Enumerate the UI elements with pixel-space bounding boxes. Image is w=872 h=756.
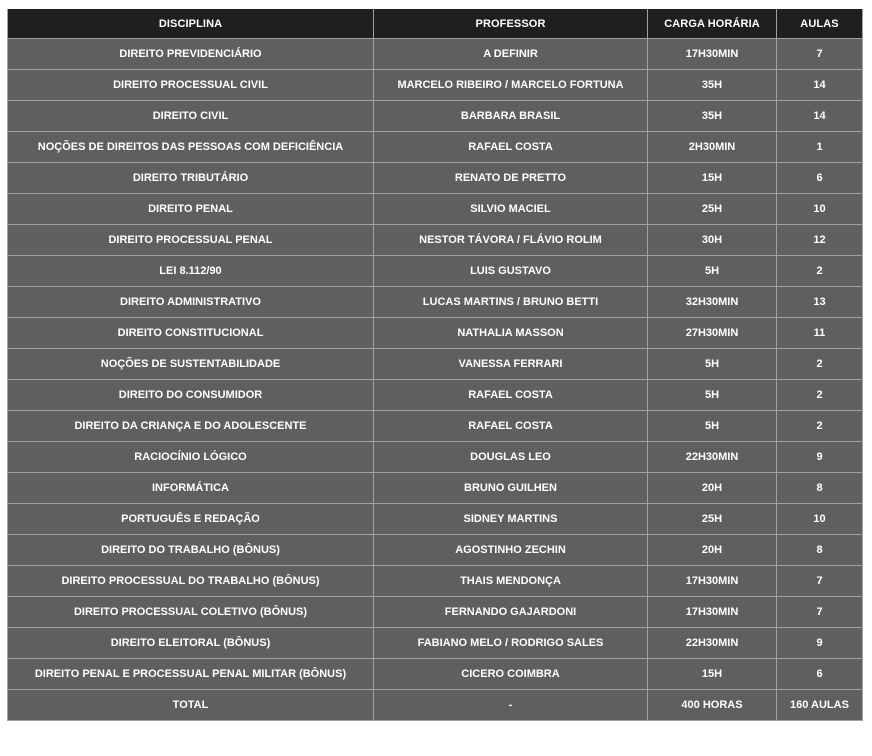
cell-carga-horaria: 17H30MIN bbox=[648, 597, 777, 628]
cell-aulas: 11 bbox=[777, 318, 863, 349]
cell-carga-horaria: 5H bbox=[648, 256, 777, 287]
cell-professor: NATHALIA MASSON bbox=[374, 318, 648, 349]
cell-disciplina: RACIOCÍNIO LÓGICO bbox=[8, 442, 374, 473]
table-row bbox=[8, 70, 863, 101]
table-row bbox=[8, 225, 863, 256]
cell-professor: CICERO COIMBRA bbox=[374, 659, 648, 690]
cell-aulas: 12 bbox=[777, 225, 863, 256]
cell-disciplina: INFORMÁTICA bbox=[8, 473, 374, 504]
table-row bbox=[8, 101, 863, 132]
table-row bbox=[8, 628, 863, 659]
cell-aulas: 13 bbox=[777, 287, 863, 318]
cell-disciplina: DIREITO ADMINISTRATIVO bbox=[8, 287, 374, 318]
cell-professor: LUCAS MARTINS / BRUNO BETTI bbox=[374, 287, 648, 318]
cell-carga-horaria: 22H30MIN bbox=[648, 628, 777, 659]
cell-professor: SILVIO MACIEL bbox=[374, 194, 648, 225]
cell-professor: RENATO DE PRETTO bbox=[374, 163, 648, 194]
total-row bbox=[8, 690, 863, 721]
cell-disciplina: DIREITO DA CRIANÇA E DO ADOLESCENTE bbox=[8, 411, 374, 442]
cell-professor: AGOSTINHO ZECHIN bbox=[374, 535, 648, 566]
table-row bbox=[8, 659, 863, 690]
cell-carga-horaria: 22H30MIN bbox=[648, 442, 777, 473]
table-row bbox=[8, 256, 863, 287]
cell-carga-horaria: 25H bbox=[648, 194, 777, 225]
cell-professor: RAFAEL COSTA bbox=[374, 380, 648, 411]
table-row bbox=[8, 411, 863, 442]
table-row bbox=[8, 349, 863, 380]
header-carga-horaria: CARGA HORÁRIA bbox=[648, 9, 777, 39]
cell-disciplina: DIREITO ELEITORAL (BÔNUS) bbox=[8, 628, 374, 659]
cell-carga-horaria: 20H bbox=[648, 535, 777, 566]
cell-professor: A DEFINIR bbox=[374, 39, 648, 70]
cell-carga-horaria: 17H30MIN bbox=[648, 566, 777, 597]
cell-professor: LUIS GUSTAVO bbox=[374, 256, 648, 287]
cell-carga-horaria: 20H bbox=[648, 473, 777, 504]
cell-aulas: 14 bbox=[777, 101, 863, 132]
cell-carga-horaria: 2H30MIN bbox=[648, 132, 777, 163]
table-row bbox=[8, 194, 863, 225]
schedule-table bbox=[7, 9, 863, 721]
cell-disciplina: NOÇÕES DE SUSTENTABILIDADE bbox=[8, 349, 374, 380]
table-row bbox=[8, 473, 863, 504]
table-row bbox=[8, 535, 863, 566]
cell-carga-horaria: 35H bbox=[648, 101, 777, 132]
table-row bbox=[8, 566, 863, 597]
cell-professor: RAFAEL COSTA bbox=[374, 411, 648, 442]
table-row bbox=[8, 163, 863, 194]
cell-professor: DOUGLAS LEO bbox=[374, 442, 648, 473]
cell-aulas: 7 bbox=[777, 39, 863, 70]
cell-disciplina: DIREITO DO TRABALHO (BÔNUS) bbox=[8, 535, 374, 566]
cell-carga-horaria: 30H bbox=[648, 225, 777, 256]
cell-aulas: 14 bbox=[777, 70, 863, 101]
cell-aulas: 6 bbox=[777, 163, 863, 194]
cell-aulas: 7 bbox=[777, 597, 863, 628]
cell-disciplina: DIREITO PENAL E PROCESSUAL PENAL MILITAR (BÔNUS) bbox=[8, 659, 374, 690]
cell-aulas: 2 bbox=[777, 256, 863, 287]
cell-aulas: 2 bbox=[777, 349, 863, 380]
table-row bbox=[8, 380, 863, 411]
cell-professor: NESTOR TÁVORA / FLÁVIO ROLIM bbox=[374, 225, 648, 256]
cell-disciplina: DIREITO PENAL bbox=[8, 194, 374, 225]
cell-aulas: 9 bbox=[777, 442, 863, 473]
cell-disciplina: DIREITO PROCESSUAL COLETIVO (BÔNUS) bbox=[8, 597, 374, 628]
cell-carga-horaria: 5H bbox=[648, 380, 777, 411]
header-disciplina: DISCIPLINA bbox=[8, 9, 374, 39]
table-row bbox=[8, 318, 863, 349]
cell-disciplina: DIREITO DO CONSUMIDOR bbox=[8, 380, 374, 411]
cell-aulas: 10 bbox=[777, 504, 863, 535]
cell-professor: BRUNO GUILHEN bbox=[374, 473, 648, 504]
cell-carga-horaria: 15H bbox=[648, 659, 777, 690]
cell-professor: VANESSA FERRARI bbox=[374, 349, 648, 380]
table-row bbox=[8, 287, 863, 318]
cell-carga-horaria: 5H bbox=[648, 349, 777, 380]
cell-aulas: 9 bbox=[777, 628, 863, 659]
cell-carga-horaria: 25H bbox=[648, 504, 777, 535]
cell-disciplina: DIREITO CIVIL bbox=[8, 101, 374, 132]
cell-disciplina: DIREITO TRIBUTÁRIO bbox=[8, 163, 374, 194]
cell-professor: MARCELO RIBEIRO / MARCELO FORTUNA bbox=[374, 70, 648, 101]
header-professor: PROFESSOR bbox=[374, 9, 648, 39]
cell-aulas: 2 bbox=[777, 411, 863, 442]
table-header bbox=[8, 9, 863, 39]
cell-disciplina: DIREITO PROCESSUAL CIVIL bbox=[8, 70, 374, 101]
cell-aulas: 7 bbox=[777, 566, 863, 597]
cell-carga-horaria: 35H bbox=[648, 70, 777, 101]
cell-disciplina: DIREITO PROCESSUAL PENAL bbox=[8, 225, 374, 256]
cell-professor: FABIANO MELO / RODRIGO SALES bbox=[374, 628, 648, 659]
cell-aulas: 8 bbox=[777, 535, 863, 566]
cell-disciplina: DIREITO PROCESSUAL DO TRABALHO (BÔNUS) bbox=[8, 566, 374, 597]
total-cell-carga-horaria: 400 HORAS bbox=[648, 690, 777, 721]
cell-disciplina: LEI 8.112/90 bbox=[8, 256, 374, 287]
cell-carga-horaria: 5H bbox=[648, 411, 777, 442]
cell-professor: FERNANDO GAJARDONI bbox=[374, 597, 648, 628]
cell-aulas: 8 bbox=[777, 473, 863, 504]
cell-carga-horaria: 27H30MIN bbox=[648, 318, 777, 349]
total-cell-disciplina: TOTAL bbox=[8, 690, 374, 721]
header-row bbox=[8, 9, 863, 39]
cell-professor: SIDNEY MARTINS bbox=[374, 504, 648, 535]
cell-carga-horaria: 32H30MIN bbox=[648, 287, 777, 318]
cell-professor: BARBARA BRASIL bbox=[374, 101, 648, 132]
table-row bbox=[8, 442, 863, 473]
cell-aulas: 10 bbox=[777, 194, 863, 225]
schedule-table-container bbox=[7, 9, 862, 721]
table-row bbox=[8, 504, 863, 535]
cell-disciplina: DIREITO CONSTITUCIONAL bbox=[8, 318, 374, 349]
cell-disciplina: NOÇÕES DE DIREITOS DAS PESSOAS COM DEFICIÊNCIA bbox=[8, 132, 374, 163]
cell-professor: RAFAEL COSTA bbox=[374, 132, 648, 163]
cell-carga-horaria: 17H30MIN bbox=[648, 39, 777, 70]
table-row bbox=[8, 597, 863, 628]
cell-disciplina: DIREITO PREVIDENCIÁRIO bbox=[8, 39, 374, 70]
cell-disciplina: PORTUGUÊS E REDAÇÃO bbox=[8, 504, 374, 535]
table-row bbox=[8, 132, 863, 163]
cell-professor: THAIS MENDONÇA bbox=[374, 566, 648, 597]
header-aulas: AULAS bbox=[777, 9, 863, 39]
total-cell-professor: - bbox=[374, 690, 648, 721]
cell-aulas: 6 bbox=[777, 659, 863, 690]
cell-aulas: 1 bbox=[777, 132, 863, 163]
table-body bbox=[8, 39, 863, 721]
cell-carga-horaria: 15H bbox=[648, 163, 777, 194]
table-row bbox=[8, 39, 863, 70]
total-cell-aulas: 160 AULAS bbox=[777, 690, 863, 721]
cell-aulas: 2 bbox=[777, 380, 863, 411]
